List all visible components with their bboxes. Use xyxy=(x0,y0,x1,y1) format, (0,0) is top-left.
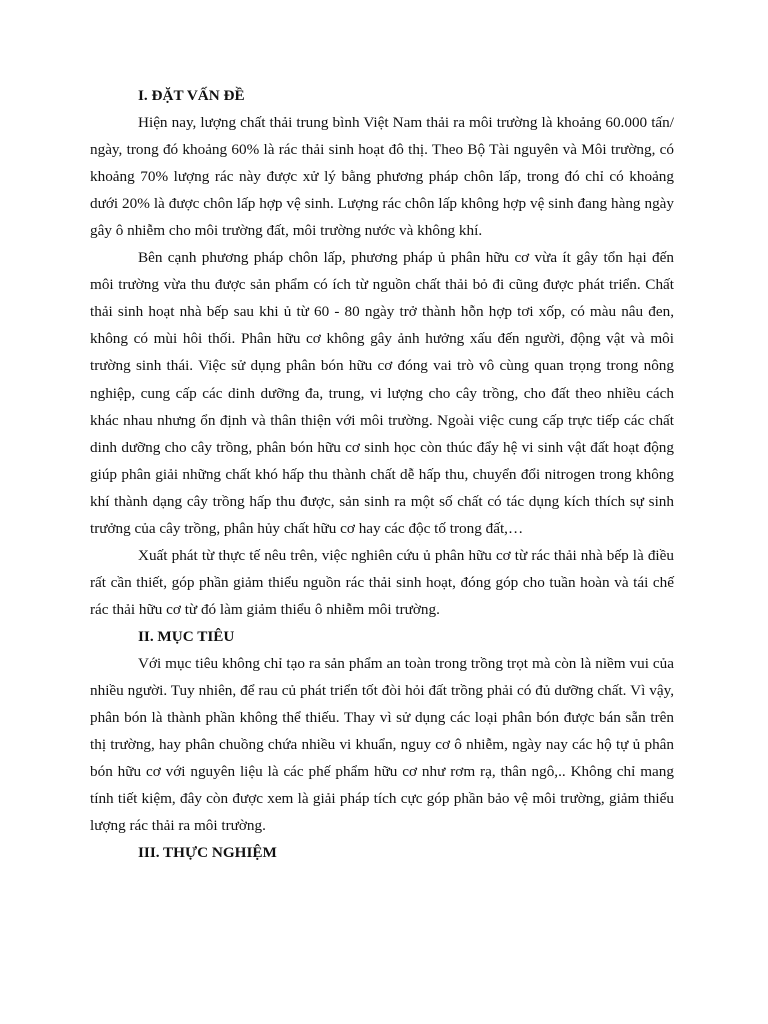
paragraph-research-motivation: Xuất phát từ thực tế nêu trên, việc nghiên cứu ủ phân hữu cơ từ rác thải nhà bếp là điều rất cần thiết, góp phần giảm thiểu nguồn rác thải sinh hoạt, đóng góp cho tuần hoàn và tái chế rác thải hữu cơ từ đó làm giảm thiểu ô nhiễm môi trường. xyxy=(90,546,674,618)
section-heading-dat-van-de: I. ĐẶT VẤN ĐỀ xyxy=(138,87,245,104)
document-page xyxy=(90,82,674,866)
section-heading-thuc-nghiem: III. THỰC NGHIỆM xyxy=(138,844,277,862)
paragraph-composting-benefits: Bên cạnh phương pháp chôn lấp, phương pháp ủ phân hữu cơ vừa ít gây tổn hại đến môi trường vừa thu được sản phẩm có ích từ nguồn chất thải bỏ đi cũng được phát triển. Chất thải sinh hoạt nhà bếp sau khi ủ từ 60 - 80 ngày trở thành hỗn hợp tơi xốp, có màu nâu đen, không có mùi hôi thối. Phân hữu cơ không gây ảnh hưởng xấu đến người, động vật và môi trường sinh thái. Việc sử dụng phân bón hữu cơ đóng vai trò vô cùng quan trọng trong nông nghiệp, cung cấp các dinh dưỡng đa, trung, vi lượng cho cây trồng, cho đất theo nhiều cách khác nhau nhưng ổn định và thân thiện với môi trường. Ngoài việc cung cấp trực tiếp các chất dinh dưỡng cho cây trồng, phân bón hữu cơ sinh học còn thúc đẩy hệ vi sinh vật đất hoạt động giúp phân giải những chất khó hấp thu thành chất dễ hấp thu, chuyển đổi nitrogen trong không khí thành dạng cây trồng hấp thu được, sản sinh ra một số chất có tác dụng kích thích sự sinh trưởng của cây trồng, phân hủy chất hữu cơ hay các độc tố trong đất,… xyxy=(90,249,674,537)
section-heading-muc-tieu: II. MỤC TIÊU xyxy=(138,627,235,645)
paragraph-waste-statistics: Hiện nay, lượng chất thải trung bình Việt Nam thải ra môi trường là khoảng 60.000 tấn/ ngày, trong đó khoảng 60% là rác thải sinh hoạt đô thị. Theo Bộ Tài nguyên và Môi trường, có khoảng 70% lượng rác này được xử lý bằng phương pháp chôn lấp, trong đó chỉ có khoảng dưới 20% là được chôn lấp hợp vệ sinh. Lượng rác chôn lấp không hợp vệ sinh đang hàng ngày gây ô nhiễm cho môi trường đất, môi trường nước và không khí. xyxy=(90,114,674,240)
paragraph-objectives: Với mục tiêu không chỉ tạo ra sản phẩm an toàn trong trồng trọt mà còn là niềm vui của nhiều người. Tuy nhiên, để rau củ phát triển tốt đòi hỏi đất trồng phải có đủ dưỡng chất. Vì vậy, phân bón là thành phần không thể thiếu. Thay vì sử dụng các loại phân bón được bán sẵn trên thị trường, hay phân chuồng chứa nhiều vi khuẩn, nguy cơ ô nhiễm, ngày nay các hộ tự ủ phân bón hữu cơ với nguyên liệu là các phế phẩm hữu cơ như rơm rạ, thân ngô,.. Không chỉ mang tính tiết kiệm, đây còn được xem là giải pháp tích cực góp phần bảo vệ môi trường, giảm thiểu lượng rác thải ra môi trường. xyxy=(90,654,674,835)
